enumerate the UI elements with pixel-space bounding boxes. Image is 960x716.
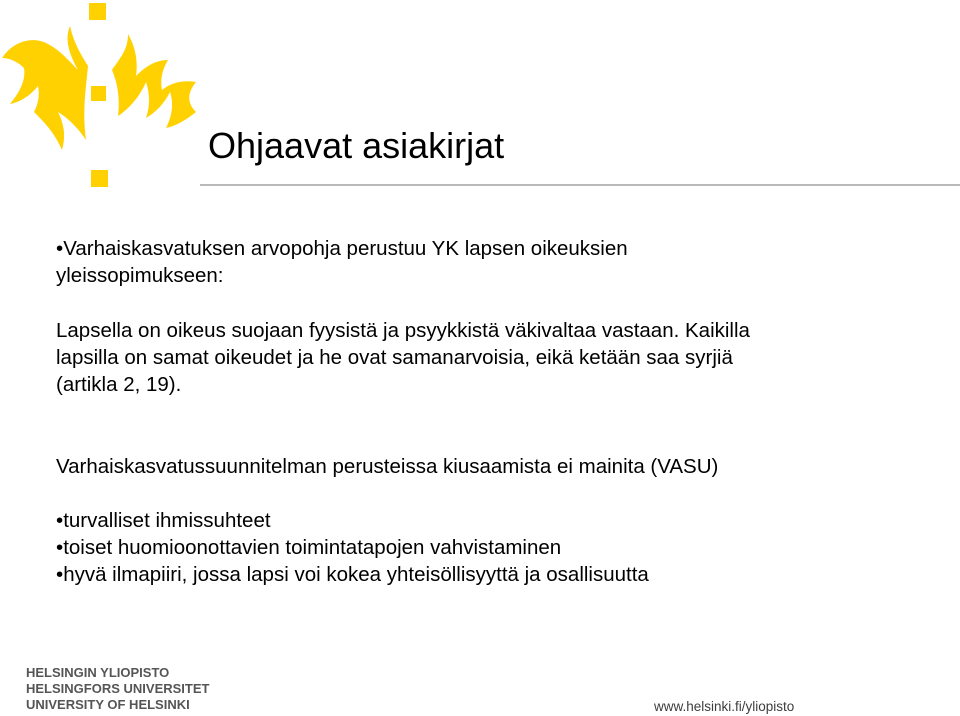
university-name-fi: HELSINGIN YLIOPISTO xyxy=(26,665,170,680)
title-divider xyxy=(200,184,960,186)
university-name-block xyxy=(26,665,209,713)
list-item xyxy=(56,534,561,561)
paragraph-line: (artikla 2, 19). xyxy=(56,373,182,396)
bullet-item-continuation: yleissopimukseen: xyxy=(56,264,224,287)
list-item-text: hyvä ilmapiiri, jossa lapsi voi kokea yhteisöllisyyttä ja osallisuutta xyxy=(63,563,649,586)
list-item-text: toiset huomioonottavien toimintatapojen vahvistaminen xyxy=(63,536,562,559)
page-title: Ohjaavat asiakirjat xyxy=(208,125,505,166)
list-item xyxy=(56,561,649,588)
bullet-item xyxy=(56,235,628,262)
flame-logo-icon xyxy=(0,0,200,190)
list-item xyxy=(56,507,271,534)
paragraph-line: Varhaiskasvatussuunnitelman perusteissa kiusaamista ei mainita (VASU) xyxy=(56,455,719,478)
list-item-text: turvalliset ihmissuhteet xyxy=(63,509,271,532)
bullet-text: Varhaiskasvatuksen arvopohja perustuu YK lapsen oikeuksien xyxy=(63,237,628,260)
university-name-sv: HELSINGFORS UNIVERSITET xyxy=(26,681,210,696)
paragraph-line: lapsilla on samat oikeudet ja he ovat samanarvoisia, eikä ketään saa syrjiä xyxy=(56,346,733,369)
footer-url: www.helsinki.fi/yliopisto xyxy=(654,699,795,714)
paragraph-line: Lapsella on oikeus suojaan fyysistä ja psyykkistä väkivaltaa vastaan. Kaikilla xyxy=(56,319,750,342)
university-name-en: UNIVERSITY OF HELSINKI xyxy=(26,697,190,712)
